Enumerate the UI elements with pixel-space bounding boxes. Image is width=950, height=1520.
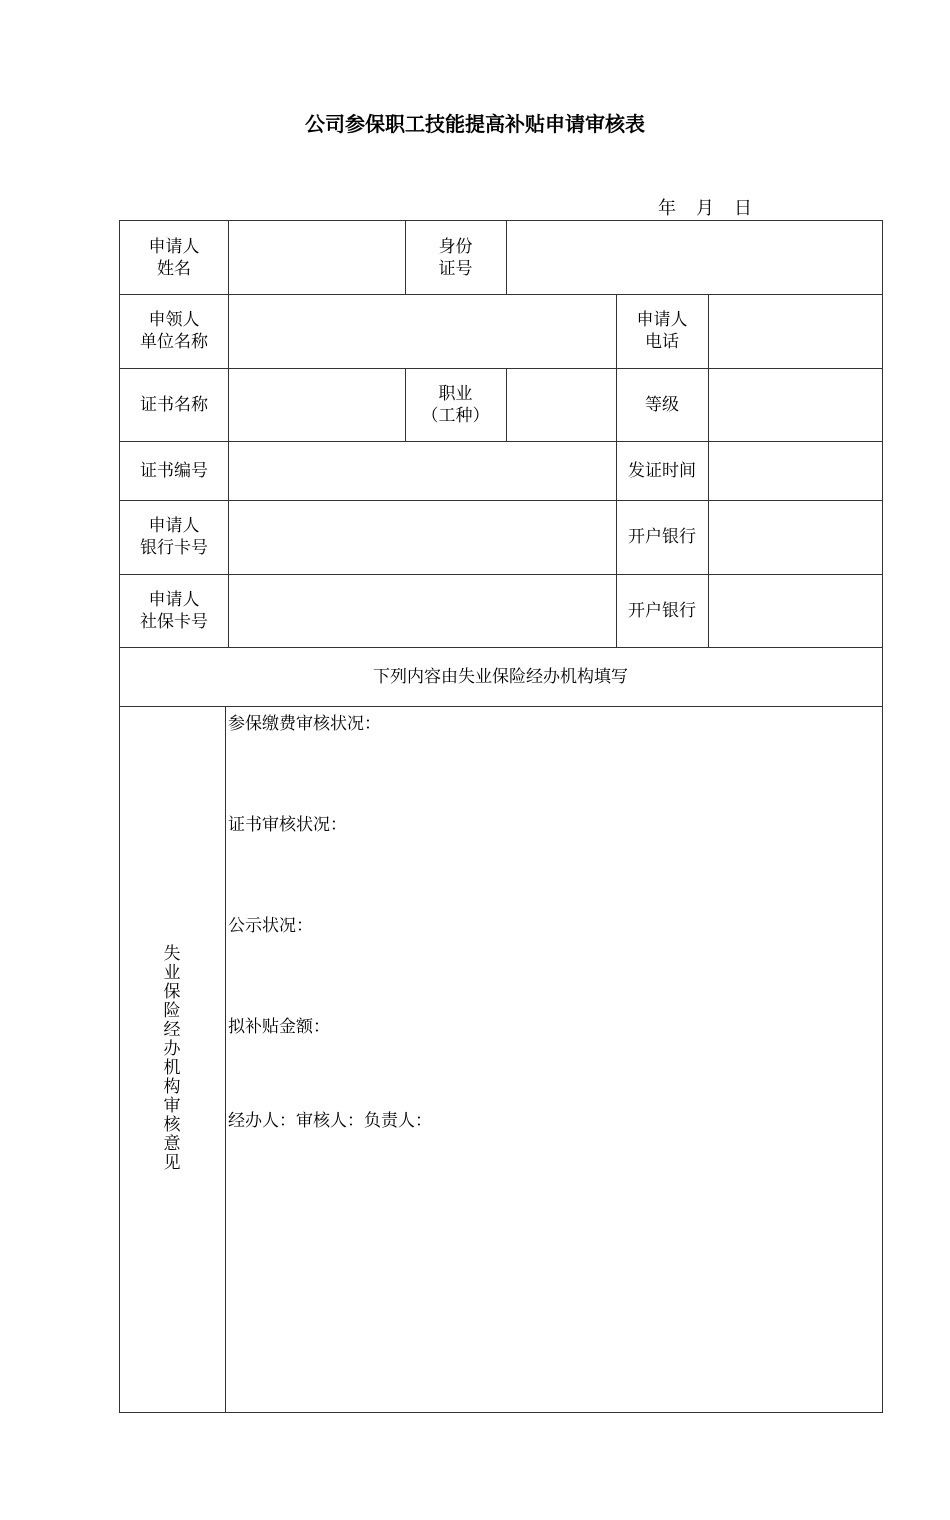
bank-card-label: 申请人 银行卡号 [140, 516, 208, 558]
table-border-bottom [119, 1412, 883, 1413]
col-divider [225, 706, 226, 1413]
table-border-right [882, 220, 883, 1413]
date-month: 月 [696, 198, 714, 219]
unit-name-label: 申领人 单位名称 [140, 310, 208, 352]
issue-time-label: 发证时间 [628, 460, 696, 481]
signers-label: 经办人：审核人：负责人： [228, 1111, 432, 1131]
date-line [658, 194, 752, 220]
review-side-label: 失 业 保 险 经 办 机 构 审 核 意 见 [163, 944, 181, 1173]
section-note: 下列内容由失业保险经办机构填写 [373, 666, 628, 687]
unit-name-field[interactable] [229, 294, 616, 368]
page-title: 公司参保职工技能提高补贴申请审核表 [305, 112, 645, 136]
occupation-label: 职业 （工种） [421, 383, 490, 426]
phone-field[interactable] [709, 294, 882, 368]
date-day: 日 [734, 198, 752, 219]
row-divider [119, 706, 883, 707]
social-bank-field[interactable] [709, 574, 882, 647]
occupation-field[interactable] [507, 368, 616, 441]
cert-number-field[interactable] [229, 441, 616, 500]
issue-time-field[interactable] [709, 441, 882, 500]
id-number-label: 身份 证号 [438, 236, 473, 279]
applicant-name-label: 申请人 姓名 [148, 236, 200, 279]
cert-review-label: 证书审核状况： [228, 815, 347, 835]
social-bank-label: 开户银行 [628, 600, 696, 621]
phone-label: 申请人 电话 [636, 310, 688, 352]
proposed-amount-label: 拟补贴金额： [228, 1017, 330, 1037]
cert-name-label: 证书名称 [140, 394, 208, 415]
social-card-field[interactable] [229, 574, 616, 647]
publicity-label: 公示状况： [228, 916, 313, 936]
id-number-field[interactable] [507, 220, 882, 295]
bank-field[interactable] [709, 500, 882, 574]
bank-label: 开户银行 [628, 527, 696, 547]
cert-name-field[interactable] [229, 368, 405, 441]
cert-number-label: 证书编号 [140, 460, 208, 481]
grade-field[interactable] [709, 368, 882, 441]
bank-card-field[interactable] [229, 500, 616, 574]
grade-label: 等级 [645, 394, 679, 415]
payment-review-label: 参保缴费审核状况： [228, 714, 381, 734]
social-card-label: 申请人 社保卡号 [140, 589, 208, 632]
date-year: 年 [658, 198, 676, 219]
applicant-name-field[interactable] [229, 220, 405, 295]
